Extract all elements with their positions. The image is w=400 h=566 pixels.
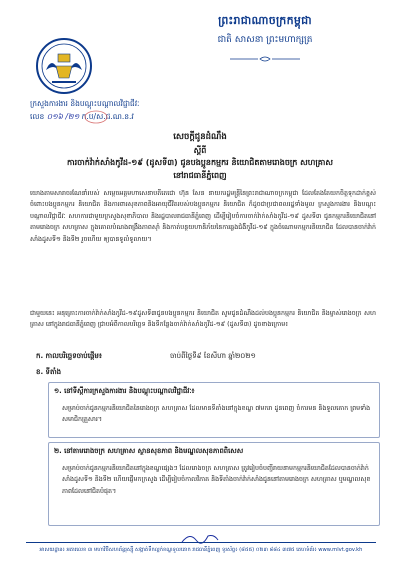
reference-number: [30, 112, 134, 123]
registration-stamp-icon: [84, 110, 108, 124]
notice-location: នៅរាជធានីភ្នំពេញ: [173, 171, 227, 180]
subsection-factories-body: សម្រាប់ចាក់ជូនកម្មករនិយោជិតនៅក្នុងខណ្ឌផ្សេងៗ ដែលរោងចក្រ សហគ្រាស ត្រូវរៀបចំបញ្ជីរាយនាមកម្មករនិយោជិតដែលបានចាក់វ៉ាក់សាំងដូសទី១ និងទី២ ហើយផ្ញើមកក្រសួង ដើម្បីរៀបចំកាលវិភាគ និងទីតាំងចាក់វ៉ាក់សាំងជូននៅតាមរោងចក្រ សហគ្រាស ឬមណ្ឌលសុខភាពដែលនៅជិតបំផុត។: [62, 465, 371, 495]
subsection-ministry-label: ១. នៅទីស្ដីការក្រសួងការងារ និងបណ្ដុះបណ្ដាលវិជ្ជាជីវៈ៖: [54, 387, 195, 395]
footer-address: អាសយដ្ឋាន៖ អគារលេខ ៣ មហាវិថីសហព័ន្ធរុស្ស៊ី សង្កាត់ទឹកល្អក់ខណ្ឌទួលគោក រាជធានីភ្នំពេញ ទូរស័ព្ទ៖ (៨៥៥) ០២៣ ៨៨៤ ៣៧៥ គេហទំព័រ៖ www.mlvt.gov.kh: [39, 547, 363, 553]
section-start-date-label: ក. កាលបរិច្ឆេទចាប់ផ្ដើម៖: [36, 352, 102, 360]
intro-paragraph: យោងតាមសារាចរណែនាំរបស់ សម្ដេចអគ្គមហាសេនាបតីតេជោ ហ៊ុន សែន នាយករដ្ឋមន្ត្រីនៃព្រះរាជាណាចក្រកម្ពុជា ដែលតែងតែយកចិត្តទុកដាក់ខ្ពស់ចំពោះបងប្អូនកម្មករ និយោជិត និងការពារសុខភាពនិងអាយុជីវិតរបស់បងប្អូនកម្មករ និយោជិត ក៏ដូចជាប្រជាពលរដ្ឋទាំងមូល ក្រសួងការងារ និងបណ្ដុះបណ្ដាលវិជ្ជាជីវៈ សហការជាមួយក្រសួងសុខាភិបាល និងរដ្ឋបាលរាជធានីភ្នំពេញ ដើម្បីរៀបចំការចាក់វ៉ាក់សាំងកូវីដ-១៩ ដូសទី៣ ជូនកម្មករនិយោជិតនៅតាមរោងចក្រ សហគ្រាស ក្នុងគោលបំណងពង្រឹងភាពស៊ាំ និងកាត់បន្ថយហានិភ័យនៃការឆ្លងជំងឺកូវីដ-១៩ ក្នុងចំណោមកម្មករនិយោជិត ដែលបានចាក់វ៉ាក់សាំងដូសទី១ និងទី២ រួចហើយ ឲ្យបានទូលំទូលាយ។: [30, 190, 376, 243]
ornament-divider-icon: [230, 56, 300, 62]
national-motto: ជាតិ សាសនា ព្រះមហាក្សត្រ: [217, 35, 313, 45]
signature-mark-icon: [180, 530, 220, 546]
subsection-factories-label: ២. នៅតាមរោងចក្រ សហគ្រាស ស្ថានសុខភាព និងមណ្ឌលសុខភាពពិសេស: [54, 447, 244, 455]
reference-value: ០១៦ /២១: [46, 112, 80, 121]
kingdom-header: [150, 14, 380, 66]
reference-suffix: ក.ប/ស.ជ.ណ.ន.វ: [81, 112, 134, 121]
announcement-paragraph: ជាមួយនេះ អនុគ្រោះការចាក់វ៉ាក់សាំងកូវីដ-១៩ដូសទី៣ជូនបងប្អូនកម្មករ និយោជិត សូមជូនដំណឹងដល់បងប្អូនកម្មករ និយោជិត និងម្ចាស់រោងចក្រ សហគ្រាស នៅក្នុងរាជធានីភ្នំពេញ ជ្រាបអំពីកាលបរិច្ឆេទ និងទីកន្លែងចាក់វ៉ាក់សាំងកូវីដ-១៩ (ដូសទី៣) ដូចខាងក្រោម៖: [30, 310, 376, 329]
notice-subject: ការចាក់វ៉ាក់សាំងកូវីដ-១៩ (ដូសទី៣) ជូនបងប្អូនកម្មករ និយោជិតតាមរោងចក្រ សហគ្រាស: [67, 158, 333, 167]
ministry-logo-icon: [34, 36, 94, 96]
ministry-name: ក្រសួងការងារ និងបណ្ដុះបណ្ដាលវិជ្ជាជីវៈ: [30, 99, 140, 108]
kingdom-title: ព្រះរាជាណាចក្រកម្ពុជា: [218, 14, 312, 27]
notice-title: សេចក្ដីជូនដំណឹង: [173, 132, 227, 142]
section-start-date-value: ចាប់ពីថ្ងៃទី៩ ខែសីហា ឆ្នាំ២០២១: [170, 352, 256, 360]
reference-label: លេខ: [30, 112, 45, 121]
section-location-label: ខ. ទីតាំង: [36, 368, 62, 376]
footer-divider: [26, 542, 376, 543]
notice-subject-label: ស្ដីពី: [193, 146, 207, 155]
subsection-ministry-body: សម្រាប់ចាក់ជូនកម្មករនិយោជិតនៃរោងចក្រ សហគ្រាស ដែលមានទីតាំងនៅក្នុងខណ្ឌ ៧មករា ដូនពេញ ចំការមន និងទួលគោក ព្រមទាំងសមាជិកគ្រួសារ។: [62, 405, 371, 424]
